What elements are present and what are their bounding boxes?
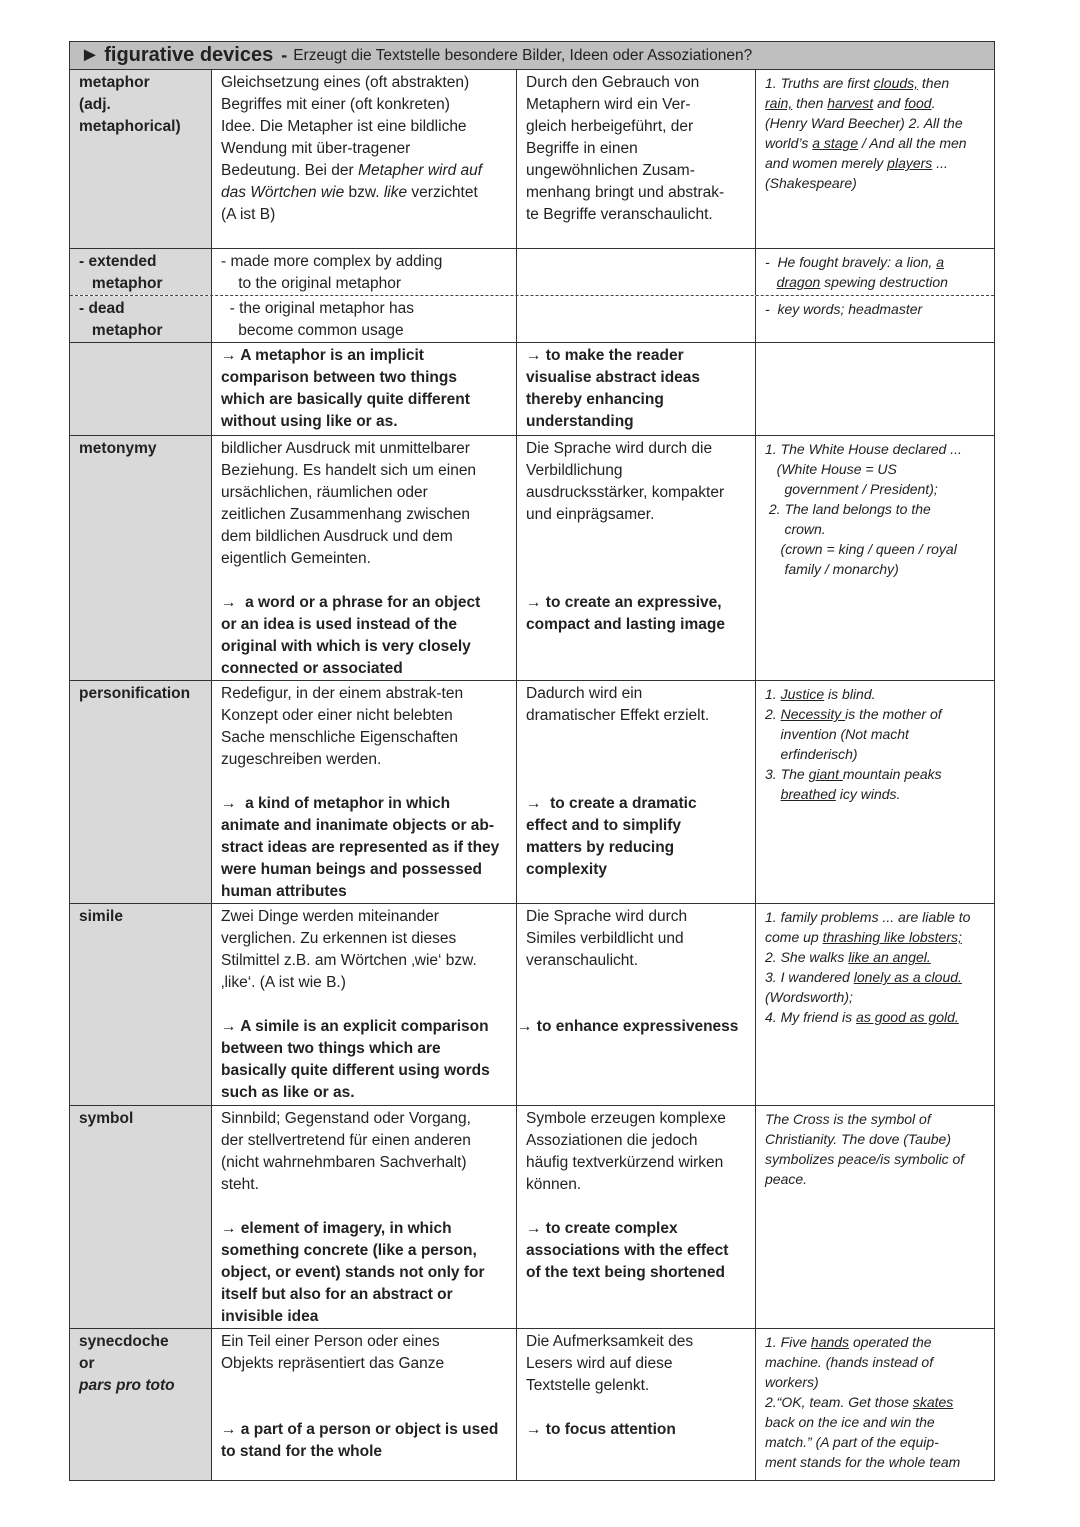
effect-cell <box>517 343 756 435</box>
effect-summary <box>526 345 700 433</box>
effect-line: Lesers wird auf diese <box>526 1355 673 1372</box>
term-cell <box>70 904 212 1105</box>
text: then <box>792 95 828 111</box>
term-line: metaphor <box>79 275 163 292</box>
summary-line: → A simile is an explicit comparison <box>221 1018 489 1035</box>
term-cell <box>70 1329 212 1480</box>
example-line <box>765 704 994 724</box>
example-line <box>765 684 994 704</box>
underlined-text: skates <box>912 1394 954 1410</box>
summary-line: between two things which are <box>221 1040 441 1057</box>
examples-cell <box>756 1106 994 1328</box>
term-cell <box>70 436 212 680</box>
definition-line: Sache menschliche Eigenschaften <box>221 729 458 746</box>
row-metaphor <box>70 70 994 249</box>
summary-line: to stand for the whole <box>221 1443 383 1460</box>
term-line: metonymy <box>79 440 157 457</box>
text: Bedeutung. Bei der <box>221 162 359 179</box>
effect-line: Die Aufmerksamkeit des <box>526 1333 694 1350</box>
term-line: metaphor <box>79 74 150 91</box>
example-line: (White House = US <box>765 461 897 477</box>
term-line: - extended <box>79 253 157 270</box>
definition-cell <box>212 436 517 680</box>
effect-summary <box>526 592 725 636</box>
summary-line: comparison between two things <box>221 369 457 386</box>
definition-summary <box>221 345 470 433</box>
underlined-text: food <box>904 95 932 111</box>
definition-line: Wendung mit über-tragener <box>221 140 411 157</box>
definition-cell <box>212 343 517 435</box>
text: operated the <box>849 1334 932 1350</box>
example-line: - key words; headmaster <box>765 301 923 317</box>
text: and <box>873 95 905 111</box>
effect-cell <box>517 436 756 680</box>
underlined-text: as good as gold. <box>856 1009 959 1025</box>
effect-line: Durch den Gebrauch von <box>526 74 700 91</box>
text: 1. Five <box>765 1334 811 1350</box>
definition-line: ‚like‘. (A ist wie B.) <box>221 974 346 991</box>
definition-line: - the original metaphor has <box>221 300 414 317</box>
row-simile <box>70 904 994 1106</box>
example-line: (Shakespeare) <box>765 175 857 191</box>
example-line: crown. <box>765 521 826 537</box>
example-line: symbolizes peace/is symbolic of <box>765 1151 965 1167</box>
effect-line: Symbole erzeugen komplexe <box>526 1110 726 1127</box>
term-line: or <box>79 1355 95 1372</box>
definition-line: eigentlich Gemeinten. <box>221 550 371 567</box>
effect-cell <box>517 296 756 342</box>
underlined-text: Necessity <box>780 706 846 722</box>
definition-line: to the original metaphor <box>221 275 402 292</box>
example-line: (Wordsworth); <box>765 989 853 1005</box>
term-line: personification <box>79 685 191 702</box>
text: verzichtet <box>407 184 478 201</box>
text: . <box>931 95 936 111</box>
definition-cell <box>212 904 517 1105</box>
underlined-text: rain, <box>765 95 793 111</box>
text: 2. She walks <box>765 949 849 965</box>
effect-line: Similes verbildlicht und <box>526 930 684 947</box>
effect-cell <box>517 904 756 1105</box>
summary-line: object, or event) stands not only for <box>221 1264 485 1281</box>
underlined-text: clouds, <box>873 75 919 91</box>
section-subtitle: Erzeugt die Textstelle besondere Bilder, Ideen oder Assoziationen? <box>293 46 753 64</box>
example-line <box>765 1332 994 1352</box>
definition-line: Konzept oder einer nicht belebten <box>221 707 453 724</box>
summary-line: → A metaphor is an implicit <box>221 347 424 364</box>
effect-summary-line: → to create an expressive, <box>526 594 722 611</box>
text: 1. Truths are first <box>765 75 874 91</box>
term-cell <box>70 681 212 903</box>
effect-cell <box>517 249 756 295</box>
text: is the mother of <box>845 706 942 722</box>
text: and women merely <box>765 155 888 171</box>
text <box>765 274 777 290</box>
example-line <box>765 927 994 947</box>
text: then <box>918 75 950 91</box>
effect-summary-line: → to create complex <box>526 1220 678 1237</box>
effect-cell <box>517 1329 756 1480</box>
example-line: erfinderisch) <box>765 746 858 762</box>
effect-summary-line: compact and lasting image <box>526 616 725 633</box>
underlined-text: lonely as a cloud. <box>853 969 962 985</box>
effect-summary <box>526 1419 676 1441</box>
definition-line: Begriffes mit einer (oft konkreten) <box>221 96 450 113</box>
effect-line: veranschaulicht. <box>526 952 639 969</box>
text: world’s <box>765 135 813 151</box>
example-line <box>765 133 994 153</box>
effect-summary-line: → to make the reader <box>526 347 684 364</box>
example-line <box>765 947 994 967</box>
definition-cell <box>212 1329 517 1480</box>
example-line <box>765 153 994 173</box>
example-line: ment stands for the whole team <box>765 1454 961 1470</box>
effect-line: Begriffe in einen <box>526 140 638 157</box>
text: spewing destruction <box>820 274 948 290</box>
effect-line: ausdrucksstärker, kompakter <box>526 484 725 501</box>
effect-summary-line: → to create a dramatic <box>526 795 697 812</box>
effect-line: häufig textverkürzend wirken <box>526 1154 724 1171</box>
example-line: invention (Not macht <box>765 726 909 742</box>
definition-line: (nicht wahrnehmbaren Sachverhalt) <box>221 1154 467 1171</box>
effect-cell <box>517 70 756 248</box>
title-separator: - <box>281 45 288 65</box>
examples-cell <box>756 296 994 342</box>
definition-cell <box>212 681 517 903</box>
summary-line: connected or associated <box>221 660 403 677</box>
term-cell <box>70 70 212 248</box>
effect-cell <box>517 1106 756 1328</box>
definition-line <box>221 182 516 204</box>
effect-summary-line: of the text being shortened <box>526 1264 725 1281</box>
examples-cell <box>756 681 994 903</box>
definition-line: verglichen. Zu erkennen ist dieses <box>221 930 457 947</box>
underlined-text: a stage <box>812 135 859 151</box>
text: is blind. <box>824 686 876 702</box>
definition-summary <box>221 793 499 903</box>
example-line: (crown = king / queen / royal <box>765 541 957 557</box>
text: 3. I wandered <box>765 969 854 985</box>
underlined-text: hands <box>810 1334 850 1350</box>
underlined-text: giant <box>808 766 843 782</box>
effect-line: können. <box>526 1176 582 1193</box>
summary-line: or an idea is used instead of the <box>221 616 457 633</box>
effect-line: Metaphern wird ein Ver- <box>526 96 691 113</box>
effect-line: ungewöhnlichen Zusam- <box>526 162 695 179</box>
text: 4. My friend is <box>765 1009 857 1025</box>
definition-line: become common usage <box>221 322 404 339</box>
definition-line: Beziehung. Es handelt sich um einen <box>221 462 477 479</box>
summary-line: → a kind of metaphor in which <box>221 795 451 812</box>
effect-summary-line: understanding <box>526 413 634 430</box>
examples-cell <box>756 1329 994 1480</box>
definition-line: Zwei Dinge werden miteinander <box>221 908 439 925</box>
term-cell <box>70 343 212 435</box>
example-line: match.” (A part of the equip- <box>765 1434 939 1450</box>
effect-summary <box>517 1016 738 1038</box>
definition-line: Stilmittel z.B. am Wörtchen ‚wie‘ bzw. <box>221 952 477 969</box>
summary-line: → element of imagery, in which <box>221 1220 452 1237</box>
row-metonymy <box>70 436 994 681</box>
definition-line: bildlicher Ausdruck mit unmittelbarer <box>221 440 470 457</box>
definition-line: Gleichsetzung eines (oft abstrakten) <box>221 74 470 91</box>
example-line <box>765 967 994 987</box>
underlined-text: breathed <box>780 786 836 802</box>
summary-line: basically quite different using words <box>221 1062 490 1079</box>
table-header <box>70 42 994 70</box>
section-title: figurative devices <box>104 44 274 66</box>
summary-line: animate and inanimate objects or ab- <box>221 817 495 834</box>
summary-line: itself but also for an abstract or <box>221 1286 453 1303</box>
summary-line: → a part of a person or object is used <box>221 1421 499 1438</box>
term-cell <box>70 1106 212 1328</box>
italic-text: like <box>383 184 408 201</box>
definition-line: - made more complex by adding <box>221 253 443 270</box>
term-line: (adj. <box>79 96 111 113</box>
example-line <box>765 252 994 272</box>
example-line <box>765 1392 994 1412</box>
row-personification <box>70 681 994 904</box>
effect-line: Die Sprache wird durch die <box>526 440 713 457</box>
underlined-text: harvest <box>827 95 874 111</box>
effect-summary-line: thereby enhancing <box>526 391 664 408</box>
effect-line: und einprägsamer. <box>526 506 655 523</box>
text: / And all the men <box>858 135 967 151</box>
example-line: back on the ice and win the <box>765 1414 935 1430</box>
effect-line: Verbildlichung <box>526 462 623 479</box>
definition-line: dem bildlichen Ausdruck und dem <box>221 528 453 545</box>
term-line: metaphorical) <box>79 118 181 135</box>
definition-line: Idee. Die Metapher ist eine bildliche <box>221 118 467 135</box>
italic-text: Metapher wird auf <box>358 162 483 179</box>
text: - He fought bravely: a lion, <box>765 254 937 270</box>
summary-line: human attributes <box>221 883 347 900</box>
definition-line: ursächlichen, räumlichen oder <box>221 484 428 501</box>
example-line <box>765 1007 994 1027</box>
effect-summary-line: → to focus attention <box>526 1421 676 1438</box>
figurative-devices-table <box>69 41 995 1481</box>
effect-cell <box>517 681 756 903</box>
definition-cell <box>212 70 517 248</box>
effect-summary-line: associations with the effect <box>526 1242 729 1259</box>
term-line: metaphor <box>79 322 163 339</box>
definition-cell <box>212 249 517 295</box>
summary-line: stract ideas are represented as if they <box>221 839 500 856</box>
summary-line: without using like or as. <box>221 413 398 430</box>
definition-line <box>221 160 516 182</box>
definition-line: zeitlichen Zusammenhang zwischen <box>221 506 470 523</box>
definition-line: Ein Teil einer Person oder eines <box>221 1333 440 1350</box>
definition-line: steht. <box>221 1176 259 1193</box>
text: ... <box>932 155 948 171</box>
italic-text: das Wörtchen wie <box>221 184 345 201</box>
summary-line: such as like or as. <box>221 1084 355 1101</box>
effect-summary-line: visualise abstract ideas <box>526 369 701 386</box>
definition-summary <box>221 592 480 680</box>
example-line: peace. <box>765 1171 808 1187</box>
example-line: family / monarchy) <box>765 561 899 577</box>
effect-line: gleich herbeigeführt, der <box>526 118 694 135</box>
term-line <box>79 1375 211 1397</box>
definition-cell <box>212 296 517 342</box>
term-line: synecdoche <box>79 1333 169 1350</box>
row-synecdoche <box>70 1329 994 1480</box>
example-line <box>765 73 994 93</box>
definition-line: Sinnbild; Gegenstand oder Vorgang, <box>221 1110 471 1127</box>
text: icy winds. <box>835 786 901 802</box>
summary-line: original with which is very closely <box>221 638 471 655</box>
term-line: - dead <box>79 300 125 317</box>
effect-line: Die Sprache wird durch <box>526 908 688 925</box>
example-line: government / President); <box>765 481 938 497</box>
effect-summary-line: → to enhance expressiveness <box>517 1018 739 1035</box>
term-cell <box>70 296 212 342</box>
summary-line: invisible idea <box>221 1308 319 1325</box>
definition-cell <box>212 1106 517 1328</box>
effect-summary <box>526 793 697 881</box>
text: 3. The <box>765 766 809 782</box>
term-line: simile <box>79 908 123 925</box>
example-line: machine. (hands instead of <box>765 1354 934 1370</box>
definition-line: (A ist B) <box>221 206 276 223</box>
effect-summary-line: complexity <box>526 861 607 878</box>
definition-summary <box>221 1016 490 1104</box>
examples-cell <box>756 249 994 295</box>
definition-line: zugeschreiben werden. <box>221 751 382 768</box>
term-cell <box>70 249 212 295</box>
example-line <box>765 764 994 784</box>
effect-summary-line: matters by reducing <box>526 839 675 856</box>
effect-line: Dadurch wird ein <box>526 685 643 702</box>
underlined-text: like an angel. <box>848 949 931 965</box>
examples-cell <box>756 436 994 680</box>
summary-line: which are basically quite different <box>221 391 470 408</box>
examples-cell <box>756 904 994 1105</box>
effect-summary <box>526 1218 728 1284</box>
example-line: workers) <box>765 1374 819 1390</box>
example-line: 1. The White House declared ... <box>765 441 962 457</box>
definition-summary <box>221 1218 485 1328</box>
effect-line: te Begriffe veranschaulicht. <box>526 206 713 223</box>
effect-line: dramatischer Effekt erzielt. <box>526 707 710 724</box>
examples-cell <box>756 343 994 435</box>
underlined-text: thrashing like lobsters; <box>822 929 962 945</box>
example-line <box>765 93 994 113</box>
example-line: (Henry Ward Beecher) 2. All the <box>765 115 963 131</box>
text <box>765 786 781 802</box>
term-line: symbol <box>79 1110 134 1127</box>
definition-summary <box>221 1419 498 1463</box>
row-dead-metaphor <box>70 296 994 343</box>
text: bzw. <box>344 184 384 201</box>
example-line <box>765 784 994 804</box>
summary-line: something concrete (like a person, <box>221 1242 477 1259</box>
text: mountain peaks <box>842 766 942 782</box>
underlined-text: a <box>936 254 944 270</box>
row-extended-metaphor <box>70 249 994 296</box>
summary-line: were human beings and possessed <box>221 861 482 878</box>
examples-cell <box>756 70 994 248</box>
definition-line: Objekts repräsentiert das Ganze <box>221 1355 445 1372</box>
text: 1. <box>765 686 781 702</box>
arrow-icon: ► <box>80 44 100 66</box>
example-line: Christianity. The dove (Taube) <box>765 1131 951 1147</box>
underlined-text: Justice <box>780 686 825 702</box>
effect-line: Textstelle gelenkt. <box>526 1377 650 1394</box>
definition-line: der stellvertretend für einen anderen <box>221 1132 471 1149</box>
underlined-text: dragon <box>776 274 821 290</box>
summary-line: → a word or a phrase for an object <box>221 594 481 611</box>
underlined-text: players <box>887 155 933 171</box>
definition-line: Redefigur, in der einem abstrak-ten <box>221 685 464 702</box>
row-symbol <box>70 1106 994 1329</box>
text: 2. <box>765 706 781 722</box>
example-line: 1. family problems ... are liable to <box>765 909 971 925</box>
example-line <box>765 272 994 292</box>
effect-line: Assoziationen die jedoch <box>526 1132 698 1149</box>
example-line: 2. The land belongs to the <box>765 501 931 517</box>
text: come up <box>765 929 823 945</box>
italic-text: pars pro toto <box>79 1377 175 1394</box>
text: 2.“OK, team. Get those <box>765 1394 913 1410</box>
row-metaphor-summary <box>70 343 994 436</box>
effect-line: menhang bringt und abstrak- <box>526 184 725 201</box>
effect-summary-line: effect and to simplify <box>526 817 682 834</box>
example-line: The Cross is the symbol of <box>765 1111 931 1127</box>
